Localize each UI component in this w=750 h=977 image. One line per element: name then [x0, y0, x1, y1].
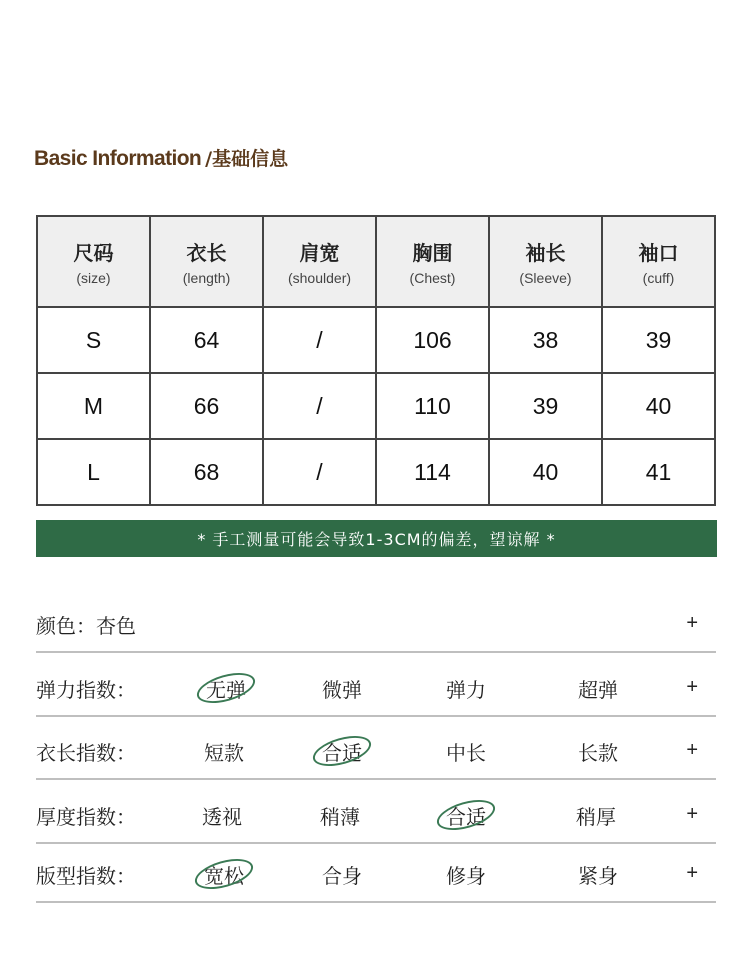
length-option — [184, 737, 264, 766]
option-text: 宽松 — [204, 864, 244, 888]
option-text: 长款 — [578, 741, 618, 765]
option-text: 中长 — [446, 741, 486, 765]
fit-option — [302, 860, 382, 889]
option-text: 修身 — [446, 864, 486, 888]
expand-plus-icon[interactable]: + — [686, 803, 698, 825]
table-cell: 64 — [150, 307, 263, 373]
thickness-label: 厚度指数： — [36, 805, 136, 829]
expand-plus-icon[interactable]: + — [686, 676, 698, 698]
table-cell: 68 — [150, 439, 263, 505]
section-heading — [34, 144, 288, 171]
table-cell: / — [263, 439, 376, 505]
table-row — [37, 439, 715, 505]
table-cell: 114 — [376, 439, 489, 505]
length-option-selected — [302, 737, 382, 766]
expand-plus-icon[interactable]: + — [686, 739, 698, 761]
col-cuff — [602, 216, 715, 307]
expand-plus-icon[interactable]: + — [686, 862, 698, 884]
measurement-note: * 手工测量可能会导致1-3CM的偏差，望谅解 * — [36, 520, 717, 557]
elasticity-option — [302, 674, 382, 703]
col-sleeve — [489, 216, 602, 307]
color-label: 颜色：杏色 — [36, 614, 136, 638]
option-text: 合适 — [322, 741, 362, 765]
fit-option — [426, 860, 506, 889]
thickness-row — [36, 780, 716, 844]
col-cuff-cn: 袖口 — [638, 241, 679, 265]
col-cuff-en: (cuff) — [642, 270, 675, 286]
elasticity-option-selected — [186, 674, 266, 703]
col-shoulder — [263, 216, 376, 307]
heading-english: Basic Information — [34, 147, 202, 170]
thickness-option — [300, 801, 380, 830]
col-chest — [376, 216, 489, 307]
col-sleeve-en: (Sleeve) — [519, 270, 572, 286]
option-text: 微弹 — [322, 678, 362, 702]
table-cell: M — [37, 373, 150, 439]
table-cell: 41 — [602, 439, 715, 505]
thickness-option — [556, 801, 636, 830]
table-cell: 38 — [489, 307, 602, 373]
length-option — [558, 737, 638, 766]
thickness-option — [182, 801, 262, 830]
option-text: 超弹 — [578, 678, 618, 702]
col-size-cn: 尺码 — [73, 241, 114, 265]
selected-ring-icon — [310, 730, 375, 772]
col-size — [37, 216, 150, 307]
option-text: 稍薄 — [320, 805, 360, 829]
col-size-en: (size) — [76, 270, 111, 286]
table-row — [37, 373, 715, 439]
table-cell: 106 — [376, 307, 489, 373]
fit-option-selected — [184, 860, 264, 889]
fit-option — [558, 860, 638, 889]
option-text: 合身 — [322, 864, 362, 888]
selected-ring-icon — [434, 794, 499, 836]
selected-ring-icon — [192, 853, 257, 895]
col-shoulder-cn: 肩宽 — [299, 241, 340, 265]
col-chest-en: (Chest) — [409, 270, 456, 286]
col-shoulder-en: (shoulder) — [287, 270, 352, 286]
option-text: 透视 — [202, 805, 242, 829]
fit-row — [36, 844, 716, 903]
selected-ring-icon — [194, 667, 259, 709]
col-length — [150, 216, 263, 307]
option-text: 短款 — [204, 741, 244, 765]
expand-plus-icon[interactable]: + — [686, 612, 698, 634]
elasticity-label: 弹力指数： — [36, 678, 136, 702]
fit-label: 版型指数： — [36, 864, 136, 888]
option-text: 合适 — [446, 805, 486, 829]
col-length-cn: 衣长 — [186, 241, 227, 265]
table-cell: S — [37, 307, 150, 373]
table-cell: 39 — [489, 373, 602, 439]
col-sleeve-cn: 袖长 — [525, 241, 566, 265]
color-row — [36, 598, 716, 653]
heading-chinese: /基础信息 — [205, 148, 289, 170]
length-row — [36, 717, 716, 780]
table-cell: / — [263, 373, 376, 439]
option-text: 弹力 — [446, 678, 486, 702]
table-cell: 66 — [150, 373, 263, 439]
col-chest-cn: 胸围 — [412, 241, 453, 265]
option-text: 无弹 — [206, 678, 246, 702]
elasticity-row — [36, 653, 716, 717]
table-cell: 110 — [376, 373, 489, 439]
table-cell: 40 — [489, 439, 602, 505]
table-cell: L — [37, 439, 150, 505]
elasticity-option — [558, 674, 638, 703]
table-cell: 40 — [602, 373, 715, 439]
length-option — [426, 737, 506, 766]
size-table-header — [37, 216, 715, 307]
size-table — [36, 215, 716, 506]
option-text: 稍厚 — [576, 805, 616, 829]
table-cell: 39 — [602, 307, 715, 373]
thickness-option-selected — [426, 801, 506, 830]
col-length-en: (length) — [182, 270, 231, 286]
elasticity-option — [426, 674, 506, 703]
length-label: 衣长指数： — [36, 741, 136, 765]
table-row — [37, 307, 715, 373]
option-text: 紧身 — [578, 864, 618, 888]
table-cell: / — [263, 307, 376, 373]
